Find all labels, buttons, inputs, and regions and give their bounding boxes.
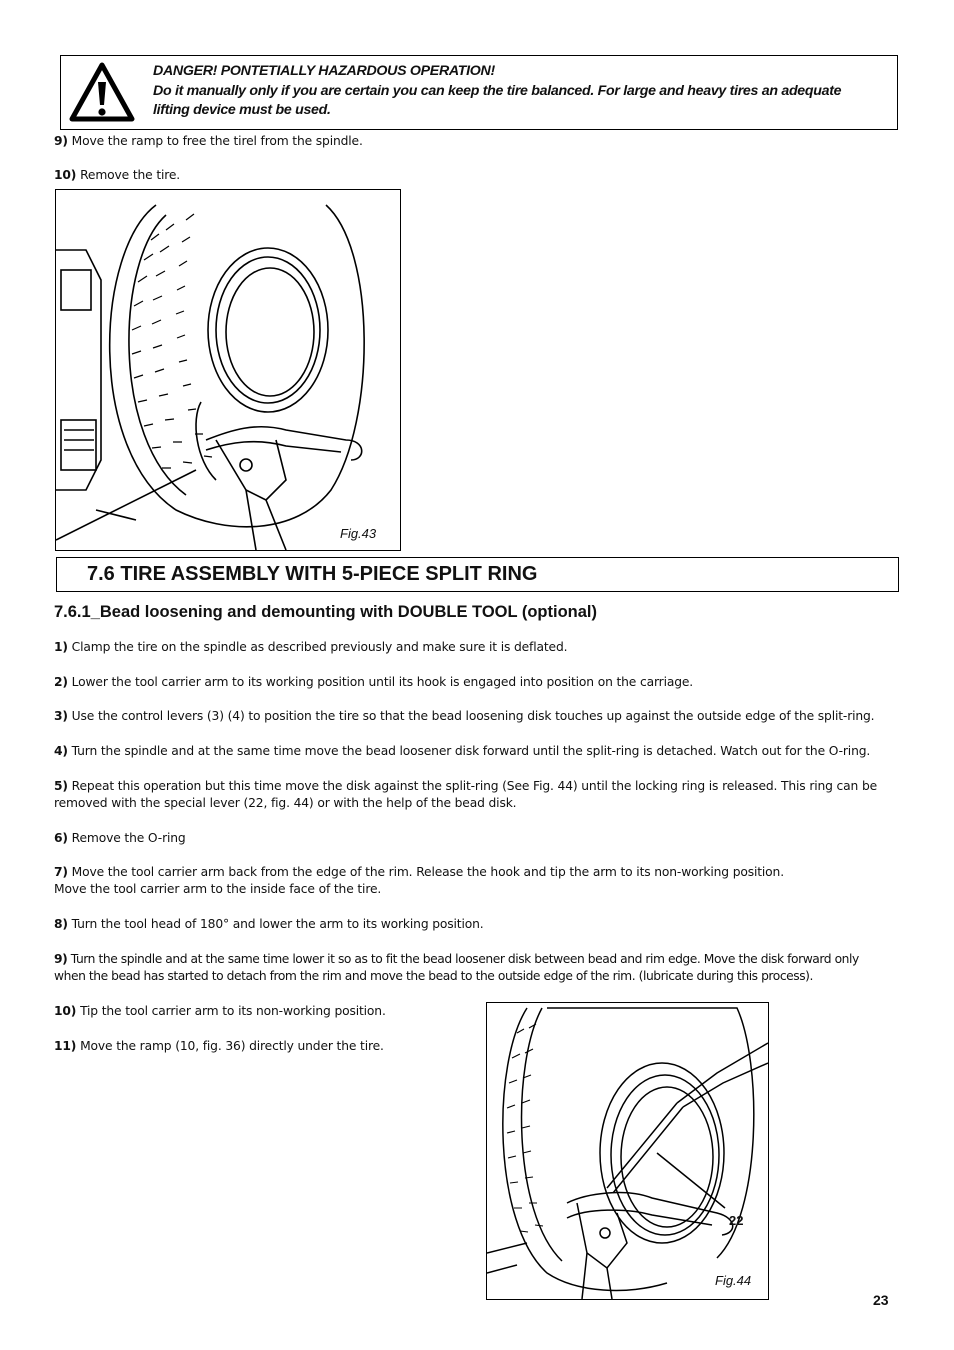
step-text: Remove the O-ring	[71, 831, 186, 845]
tire-removal-illustration	[56, 190, 400, 550]
subsection-title: 7.6.1_Bead loosening and demounting with DOUBLE TOOL (optional)	[54, 603, 597, 621]
step-number: 4)	[54, 744, 68, 758]
step-5	[54, 778, 914, 812]
step-11	[54, 1038, 384, 1055]
step-text: Move the tool carrier arm back from the edge of the rim. Release the hook and tip the arm to its non-working position.	[71, 865, 784, 879]
step-text: Move the ramp to free the tirel from the spindle.	[71, 134, 363, 148]
warning-line: lifting device must be used.	[153, 102, 331, 118]
step-2	[54, 674, 900, 691]
section-heading-box	[56, 557, 899, 592]
step-text: Use the control levers (3) (4) to position the tire so that the bead loosening disk touches up against the outside edge of the split-ring.	[71, 709, 875, 723]
figure-43	[55, 189, 401, 551]
step-4	[54, 743, 914, 760]
step-number: 8)	[54, 917, 68, 931]
page-number: 23	[873, 1292, 889, 1308]
step-1	[54, 639, 900, 656]
step-number: 10)	[54, 1004, 77, 1018]
danger-warning-box	[60, 55, 898, 130]
step-9-top	[54, 133, 363, 150]
step-3	[54, 708, 914, 725]
step-9	[54, 951, 900, 985]
step-number: 6)	[54, 831, 68, 845]
step-text-continued: when the bead has started to detach from the rim and move the bead to the outside edge of the rim. (lubricate during this process).	[54, 969, 813, 983]
step-6	[54, 830, 186, 847]
step-number: 7)	[54, 865, 68, 879]
step-10	[54, 1003, 386, 1020]
step-text: Lower the tool carrier arm to its working position until its hook is engaged into position on the carriage.	[71, 675, 694, 689]
warning-line: Do it manually only if you are certain you can keep the tire balanced. For large and heavy tires an adequate	[153, 82, 842, 99]
step-10-top	[54, 167, 180, 184]
warning-text	[153, 62, 893, 121]
step-7	[54, 864, 784, 898]
step-text: Tip the tool carrier arm to its non-working position.	[80, 1004, 386, 1018]
warning-triangle-icon	[69, 62, 135, 122]
step-number: 11)	[54, 1039, 77, 1053]
figure-44-caption: Fig.44	[715, 1273, 752, 1288]
step-number: 9)	[54, 134, 68, 148]
callout-label-22: 22	[729, 1213, 744, 1228]
step-text: Remove the tire.	[80, 168, 181, 182]
step-number: 10)	[54, 168, 77, 182]
step-text: Turn the tool head of 180° and lower the arm to its working position.	[71, 917, 484, 931]
step-text: Clamp the tire on the spindle as described previously and make sure it is deflated.	[71, 640, 568, 654]
step-text-continued: Move the tool carrier arm to the inside face of the tire.	[54, 882, 382, 896]
figure-44	[486, 1002, 769, 1300]
step-8	[54, 916, 484, 933]
step-text: Repeat this operation but this time move the disk against the split-ring (See Fig. 44) until the locking ring is released. This ring can be	[71, 779, 878, 793]
step-text: Move the ramp (10, fig. 36) directly under the tire.	[80, 1039, 384, 1053]
step-text-continued: removed with the special lever (22, fig. 44) or with the help of the bead disk.	[54, 796, 517, 810]
figure-43-caption: Fig.43	[340, 526, 377, 541]
step-number: 2)	[54, 675, 68, 689]
step-number: 1)	[54, 640, 68, 654]
step-number: 3)	[54, 709, 68, 723]
section-title: 7.6 TIRE ASSEMBLY WITH 5-PIECE SPLIT RING	[87, 563, 538, 585]
split-ring-removal-illustration	[487, 1003, 768, 1299]
step-text: Turn the spindle and at the same time move the bead loosener disk forward until the split-ring is detached. Watch out for the O-ring.	[71, 744, 871, 758]
step-number: 5)	[54, 779, 68, 793]
step-number: 9)	[54, 952, 68, 966]
warning-title: DANGER! PONTETIALLY HAZARDOUS OPERATION!	[153, 63, 495, 79]
step-text: Turn the spindle and at the same time lower it so as to fit the bead loosener disk between bead and rim edge. Move the disk forward only	[70, 952, 859, 966]
